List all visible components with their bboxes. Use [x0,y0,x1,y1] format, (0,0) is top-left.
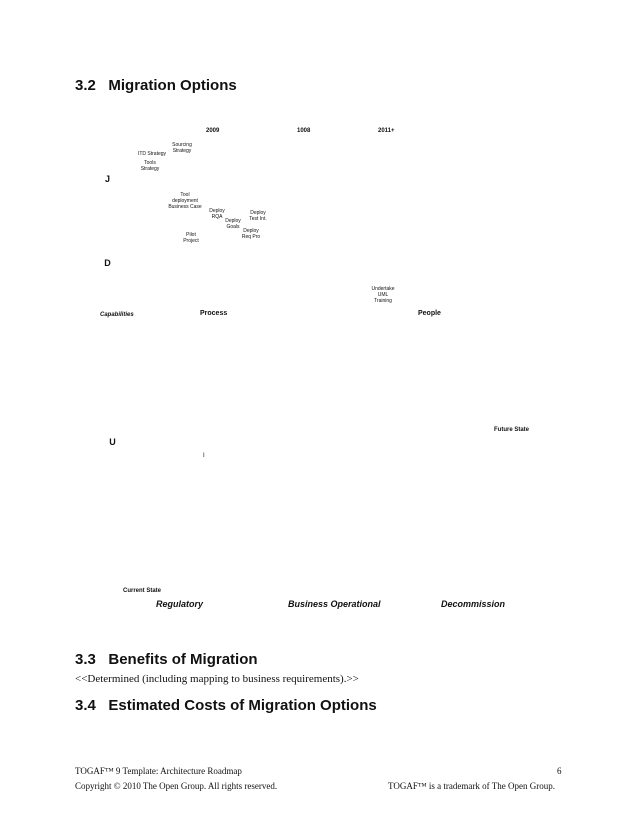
capabilities-label: Capabilities [100,312,134,318]
section-number: 3.4 [75,697,96,714]
row-icon: D [104,258,111,268]
row-icon: U [109,437,116,447]
diagram-box-label: ITD Strategy [137,151,167,157]
diagram-box-label: Deploy Test Int. [249,210,267,222]
diagram-box-label: Deploy RQA [209,208,225,220]
diagram-box-label: Undertake UML Training [371,286,395,304]
diagram-box-label: Tool deployment Business Case [168,192,202,210]
section-number: 3.3 [75,651,96,668]
section-body: <<Determined (including mapping to business requirements).>> [75,673,359,685]
people-label: People [418,310,441,317]
section-heading-3-3 [75,651,258,668]
axis-label-regulatory: Regulatory [156,599,204,609]
small-mark: I [203,453,205,459]
axis-label-business-operational: Business Operational [288,599,381,609]
diagram-box-label: Deploy Goals [225,218,241,230]
diagram-box-label: Tools Strategy [140,160,160,172]
footer-copyright: Copyright © 2010 The Open Group. All rights reserved. [75,781,278,791]
footer-doc-title: TOGAF™ 9 Template: Architecture Roadmap [75,766,242,776]
footer-page-number: 6 [557,766,562,776]
diagram-box-label: Deploy Req Pro [241,228,261,240]
year-label: 1008 [297,128,311,134]
row-icon: J [104,174,110,184]
year-label: 2009 [206,128,220,134]
section-heading-3-4 [75,697,377,714]
axis-label-decommission: Decommission [441,599,506,609]
section-title: Benefits of Migration [108,651,258,668]
section-number: 3.2 [75,77,96,94]
footer-trademark: TOGAF™ is a trademark of The Open Group. [388,781,555,791]
section-title: Estimated Costs of Migration Options [108,697,377,714]
diagram-box-label: Pilot Project [183,232,199,244]
future-state-label: Future State [494,427,530,433]
diagram-box-label: Sourcing Strategy [172,142,192,154]
section-title: Migration Options [108,77,237,94]
process-label: Process [200,310,228,317]
year-label: 2011+ [378,128,395,134]
current-state-label: Current State [123,588,162,594]
